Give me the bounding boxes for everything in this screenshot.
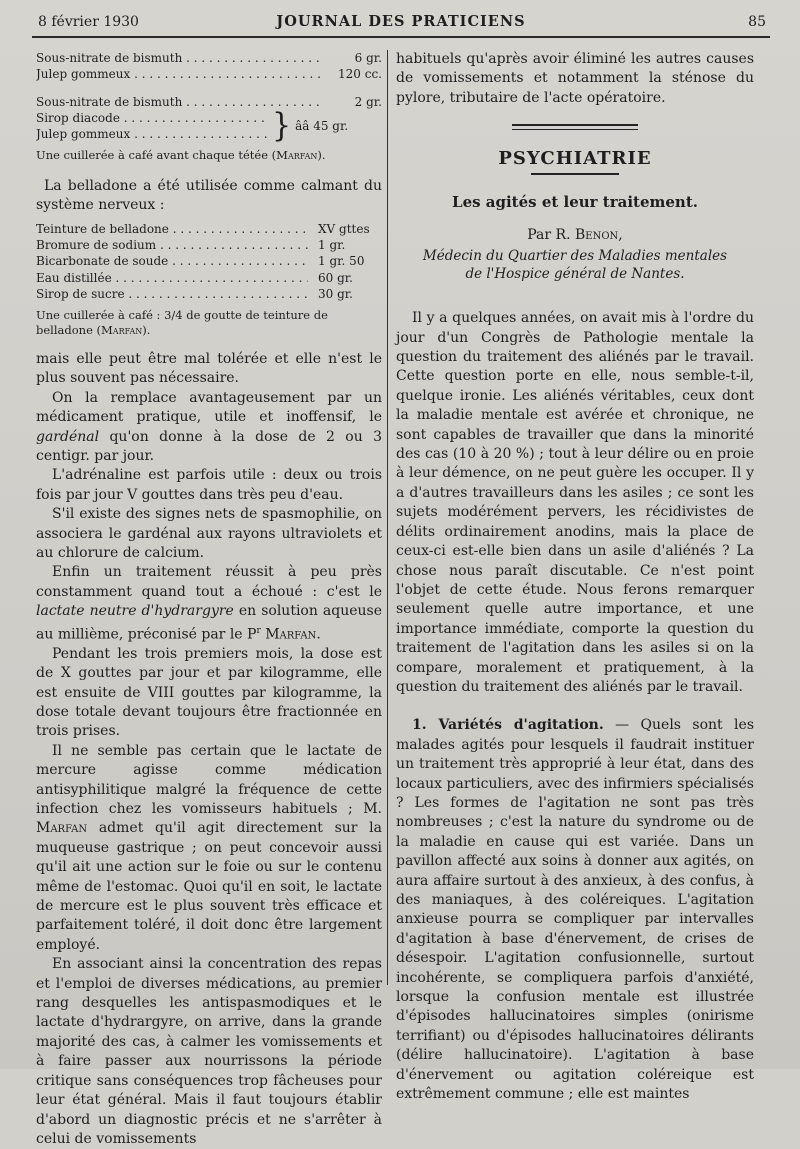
- paragraph: Il ne semble pas certain que le lactate de mercure agisse comme médication antisyphilitique malgré la fréquence de cette infection chez les vomisseurs habituels ; M. Marfan admet qu'il agit directement sur la muqueuse gastrique ; on peut concevoir aussi qu'il ait une action sur le foie ou sur le contenu même de l'estomac. Quoi qu'il en soit, le lactate de mercure est le plus souvent très efficace et parfaitement toléré, il doit donc être largement employé.: [36, 742, 382, 953]
- section-separator: [512, 124, 638, 130]
- belladone-intro: La belladone a été utilisée comme calmant du système nerveux :: [36, 178, 382, 213]
- header-date: 8 février 1930: [38, 14, 139, 30]
- journal-name: JOURNAL DES PRATICIENS: [276, 13, 526, 30]
- article-title: Les agités et leur traitement.: [452, 193, 698, 212]
- paragraph: Pendant les trois premiers mois, la dose est de X gouttes par jour et par kilogramme, elle est ensuite de VIII gouttes par kilogramme, la dose totale devant toujours être fractionnée en trois prises.: [36, 645, 382, 740]
- prescription-line: Sous-nitrate de bismuth . . . 2 gr.: [36, 94, 382, 110]
- paragraph: En associant ainsi la concentration des repas et l'emploi de diverses médications, au premier rang desquelles les antispasmodiques et le lactate d'hydrargyre, on arrive, dans la grande majorité des cas, à calmer les vomissements et à faire passer aux nourrissons la période critique sans conséquences trop fâcheuses pour leur état général. Mais il faut toujours établir d'abord un diagnostic précis et ne s'arrêter à celui de vomissements: [36, 956, 382, 1147]
- paragraph: habituels qu'après avoir éliminé les autres causes de vomissements et notamment la sténose du pylore, tributaire de l'acte opératoire.: [396, 51, 754, 106]
- prescription-line: Teinture de belladone . . . XV gttes: [36, 221, 382, 237]
- paragraph: S'il existe des signes nets de spasmophilie, on associera le gardénal aux rayons ultraviolets et au chlorure de calcium.: [36, 506, 382, 562]
- dosage-note-1: Une cuillerée à café avant chaque tétée (Marfan).: [36, 148, 326, 162]
- section-title: PSYCHIATRIE: [498, 148, 652, 170]
- paragraph: mais elle peut être mal tolérée et elle n'est le plus souvent pas nécessaire.: [36, 351, 382, 387]
- prescription-line: Bromure de sodium . . . 1 gr.: [36, 237, 382, 253]
- prescription-line: Sous-nitrate de bismuth . . . 6 gr.: [36, 50, 382, 66]
- prescription-line: Julep gommeux . . .: [36, 126, 268, 142]
- subsection-heading: 1. Variétés d'agitation.: [412, 717, 604, 734]
- prescription-line: Sirop de sucre . . . 30 gr.: [36, 286, 382, 302]
- running-header: [32, 10, 770, 38]
- prescription-2: [36, 94, 382, 145]
- brace-glyph: }: [272, 106, 292, 145]
- byline: Par R. Benon,: [527, 227, 623, 244]
- column-divider: [387, 50, 388, 985]
- section-underline: [531, 173, 619, 175]
- page-number: 85: [748, 14, 766, 30]
- paragraph: Il y a quelques années, on avait mis à l'ordre du jour d'un Congrès de Pathologie mentale la question du traitement des aliénés par le travail. Cette question porte en elle, nous semble-t-il, quelque ironie. Les aliénés véritables, ceux dont la maladie mentale est avérée et chronique, ne sont capables de travailler que dans la minorité des cas (10 à 20 %) ; tout à leur délire ou en proie à leur démence, on ne peut guère les occuper. Il y a d'autres travailleurs dans les asiles ; ce sont les sujets modérément pervers, les récidivistes de délits ordinairement anodins, mais la place de ceux-ci est-elle bien dans un asile d'aliénés ? La chose nous paraît discutable. Ce n'est point l'objet de cette étude. Nous ferons remarquer seulement quelle autre importance, et une importance immédiate, comporte la question du traitement de l'agitation dans les asiles si on la compare, moralement et pratiquement, à la question du traitement des aliénés par le travail.: [396, 310, 754, 695]
- prescription-line: Eau distillée . . . 60 gr.: [36, 270, 382, 286]
- prescription-line: Sirop diacode . . .: [36, 110, 268, 126]
- author-affiliation: Médecin du Quartier des Maladies mentales de l'Hospice général de Nantes.: [422, 248, 728, 283]
- left-column: [36, 50, 382, 1149]
- prescription-3: [36, 221, 382, 302]
- prescription-1: [36, 50, 382, 82]
- paragraph: 1. Variétés d'agitation. — Quels sont les malades agités pour lesquels il faudrait instituer un traitement très approprié à leur état, dans des locaux particuliers, avec des infirmiers spécialisés ? Les formes de l'agitation ne sont pas très nombreuses ; c'est la nature du syndrome ou de la maladie en cause qui est variée. Dans un pavillon affecté aux soins à donner aux agités, on aura affaire surtout à des anxieux, à des confus, à des maniaques, à des coléreiques. L'agitation anxieuse pourra se compliquer par intervalles d'agitation à base d'énervement, de crises de désespoir. L'agitation confusionnelle, surtout incohérente, se compliquera parfois d'anxiété, lorsque la confusion mentale est illustrée d'épisodes hallucinatoires simples (onirisme terrifiant) ou d'épisodes hallucinatoires délirants (délire hallucinatoire). L'agitation à base d'énervement ou agitation coléreique est extrêmement commune ; elle est maintes: [396, 717, 754, 1103]
- prescription-brace-group: Sirop diacode . . . Julep gommeux . . . } ââ 45 gr.: [36, 110, 382, 142]
- prescription-line: Julep gommeux . . . 120 cc.: [36, 66, 382, 82]
- paragraph: On la remplace avantageusement par un médicament pratique, utile et inoffensif, le gardénal qu'on donne à la dose de 2 ou 3 centigr. par jour.: [36, 389, 382, 465]
- dosage-note-2: Une cuillerée à café : 3/4 de goutte de teinture de belladone (Marfan).: [36, 308, 328, 338]
- prescription-line: Bicarbonate de soude . . . 1 gr. 50: [36, 253, 382, 269]
- paragraph: Enfin un traitement réussit à peu près constamment quand tout a échoué : c'est le lactate neutre d'hydrargyre en solution aqueuse au millième, préconisé par le $P^r$ Marfan.: [36, 564, 382, 643]
- right-column: [396, 50, 754, 1104]
- paragraph: L'adrénaline est parfois utile : deux ou trois fois par jour V gouttes dans très peu d'eau.: [36, 467, 382, 503]
